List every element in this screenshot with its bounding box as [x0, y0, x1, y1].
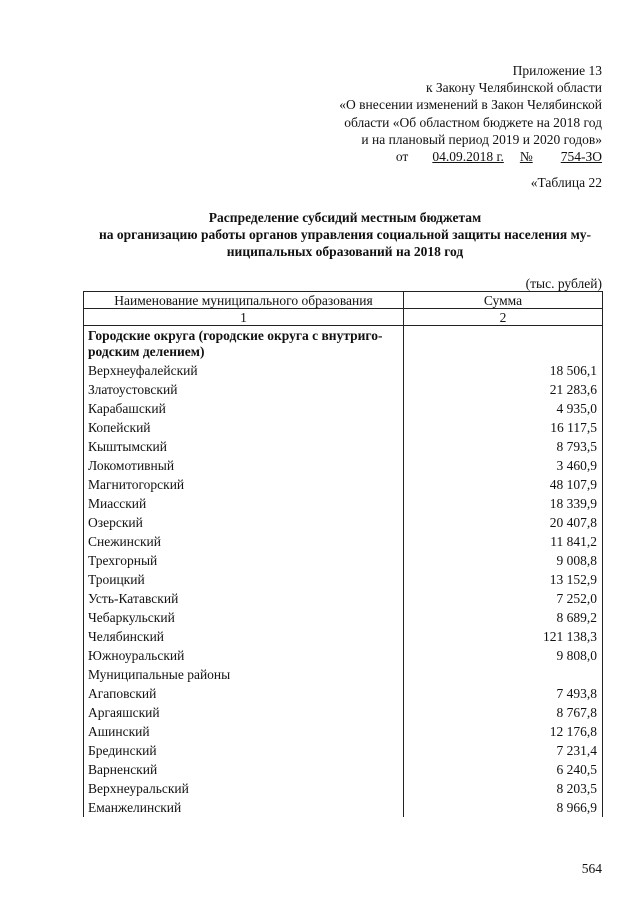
subsidy-amount: [404, 665, 603, 684]
municipality-name: Агаповский: [84, 684, 404, 703]
from-label: от: [395, 149, 409, 165]
municipality-name: Верхнеуральский: [84, 779, 404, 798]
municipality-name: Локомотивный: [84, 456, 404, 475]
municipality-name: Троицкий: [84, 570, 404, 589]
table-reference: «Таблица 22: [530, 175, 602, 190]
group-heading: Городские округа (городские округа с внутриго-родским делением): [84, 326, 404, 362]
table-row: [84, 380, 603, 399]
table-row: [84, 684, 603, 703]
table-row: [84, 798, 603, 817]
header-line: «О внесении изменений в Закон Челябинской: [339, 97, 602, 113]
municipality-name: Кыштымский: [84, 437, 404, 456]
subsidy-amount: 9 008,8: [404, 551, 603, 570]
subsidy-amount: 12 176,8: [404, 722, 603, 741]
subsidy-amount: 7 231,4: [404, 741, 603, 760]
table-row: [84, 646, 603, 665]
document-header: [339, 62, 602, 165]
table-row: [84, 703, 603, 722]
municipality-name: Муниципальные районы: [84, 665, 404, 684]
subsidy-amount: 48 107,9: [404, 475, 603, 494]
subsidy-amount: 9 808,0: [404, 646, 603, 665]
header-line: к Закону Челябинской области: [425, 80, 602, 96]
municipality-name: Челябинский: [84, 627, 404, 646]
municipality-name: Озерский: [84, 513, 404, 532]
subsidy-amount: 18 339,9: [404, 494, 603, 513]
subsidy-amount: 4 935,0: [404, 399, 603, 418]
column-number-row: [84, 309, 603, 326]
table-row: [84, 570, 603, 589]
subsidy-amount: 7 493,8: [404, 684, 603, 703]
law-number: 754-ЗО: [560, 149, 602, 165]
header-line: области «Об областном бюджете на 2018 год: [344, 114, 602, 130]
law-date-row: [339, 148, 602, 165]
subsidy-amount: 20 407,8: [404, 513, 603, 532]
page-number: 564: [581, 861, 602, 876]
table-row: [84, 741, 603, 760]
table-row: [84, 399, 603, 418]
subsidy-amount: 8 793,5: [404, 437, 603, 456]
subsidy-amount: 8 966,9: [404, 798, 603, 817]
units-label: (тыс. рублей): [525, 276, 602, 291]
law-date: 04.09.2018 г.: [432, 149, 504, 165]
municipality-name: Аргаяшский: [84, 703, 404, 722]
title-line: на организацию работы органов управления социальной защиты населения му-: [98, 226, 592, 242]
municipality-name: Магнитогорский: [84, 475, 404, 494]
municipality-name: Златоустовский: [84, 380, 404, 399]
subsidy-amount: 6 240,5: [404, 760, 603, 779]
table-row: [84, 760, 603, 779]
subsidy-amount: 7 252,0: [404, 589, 603, 608]
municipality-name: Копейский: [84, 418, 404, 437]
subsidy-amount: 11 841,2: [404, 532, 603, 551]
table-row: [84, 665, 603, 684]
header-line: и на плановый период 2019 и 2020 годов»: [361, 131, 602, 147]
municipality-name: Еманжелинский: [84, 798, 404, 817]
subsidy-amount: 8 203,5: [404, 779, 603, 798]
group-row: [84, 326, 603, 362]
municipality-name: Брединский: [84, 741, 404, 760]
table-row: [84, 779, 603, 798]
column-header-sum: Сумма: [404, 292, 603, 309]
municipality-name: Варненский: [84, 760, 404, 779]
table-row: [84, 722, 603, 741]
table-row: [84, 456, 603, 475]
subsidy-amount: 13 152,9: [404, 570, 603, 589]
municipality-name: Ашинский: [84, 722, 404, 741]
table-row: [84, 532, 603, 551]
table-row: [84, 589, 603, 608]
header-line: Приложение 13: [512, 63, 602, 78]
subsidy-amount: 3 460,9: [404, 456, 603, 475]
subsidy-amount: 8 767,8: [404, 703, 603, 722]
table-row: [84, 513, 603, 532]
table-row: [84, 361, 603, 380]
table-row: [84, 437, 603, 456]
table-row: [84, 494, 603, 513]
table-header-row: [84, 292, 603, 309]
number-sign: №: [519, 149, 533, 165]
municipality-name: Карабашский: [84, 399, 404, 418]
title-line: ниципальных образований на 2018 год: [226, 243, 464, 259]
column-number: 2: [404, 309, 603, 326]
municipality-name: Трехгорный: [84, 551, 404, 570]
municipality-name: Усть-Катавский: [84, 589, 404, 608]
municipality-name: Верхнеуфалейский: [84, 361, 404, 380]
subsidy-amount: 21 283,6: [404, 380, 603, 399]
municipality-name: Южноуральский: [84, 646, 404, 665]
subsidy-amount: 8 689,2: [404, 608, 603, 627]
table-row: [84, 608, 603, 627]
column-header-name: Наименование муниципального образования: [84, 292, 404, 309]
title-line: Распределение субсидий местным бюджетам: [208, 210, 482, 225]
table-row: [84, 627, 603, 646]
subsidy-amount: 16 117,5: [404, 418, 603, 437]
municipality-name: Снежинский: [84, 532, 404, 551]
subsidy-amount: 121 138,3: [404, 627, 603, 646]
table-row: [84, 418, 603, 437]
municipality-name: Чебаркульский: [84, 608, 404, 627]
subsidy-amount: 18 506,1: [404, 361, 603, 380]
column-number: 1: [84, 309, 404, 326]
table-row: [84, 551, 603, 570]
table-row: [84, 475, 603, 494]
document-title: [80, 210, 610, 260]
municipality-name: Миасский: [84, 494, 404, 513]
subsidy-table: [83, 291, 603, 817]
